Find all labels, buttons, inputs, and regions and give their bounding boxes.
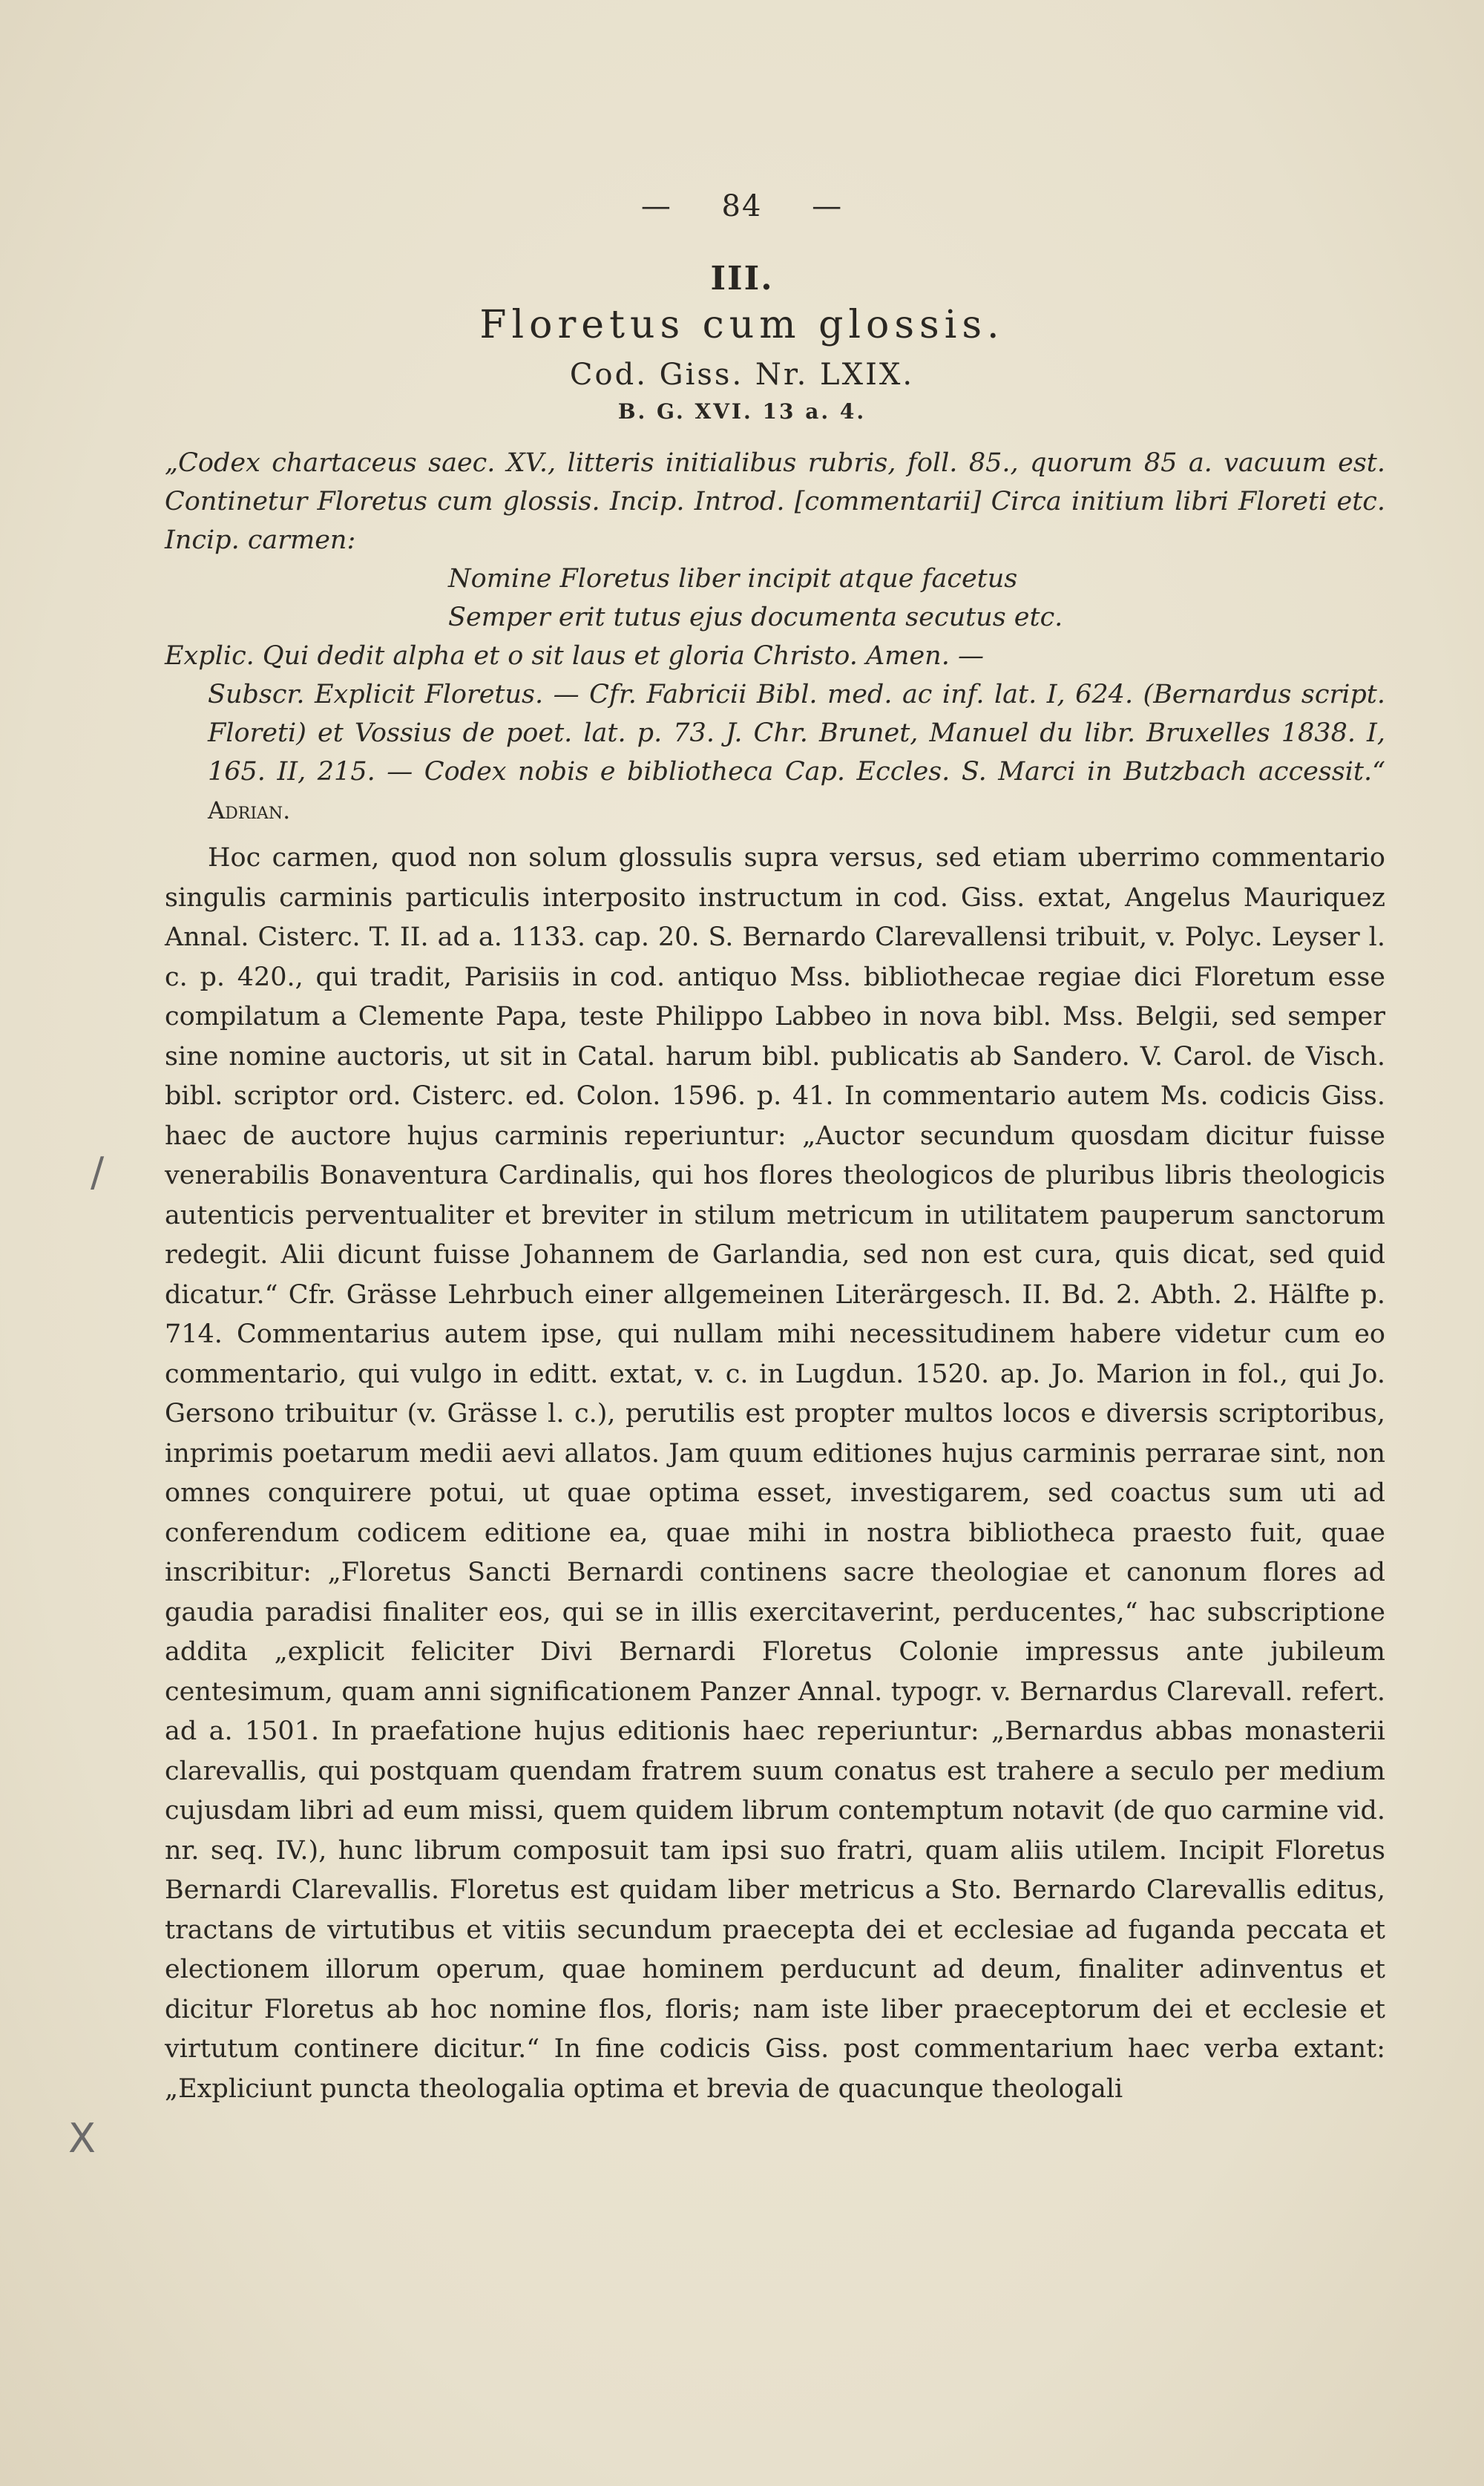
signature: Adrian. [208,796,291,824]
subscription-text [165,675,1385,830]
verse-line-2: Semper erit tutus ejus documenta secutus etc. [448,603,1063,632]
margin-mark-x: X [68,2115,96,2162]
subscription-body: Subscr. Explicit Floretus. — Cfr. Fabricii Bibl. med. ac inf. lat. I, 624. (Bernardus script. Floreti) et Vossius de poet. lat. p. 73. J. Chr. Brunet, Manuel du libr. Bruxelles 1838. I, 165. II, 215. — Codex nobis e bibliotheca Cap. Eccles. S. Marci in Butzbach accessit.“ [208,680,1385,787]
body-text [165,839,1385,2109]
codex-label: Cod. Giss. Nr. LXIX. [569,358,915,392]
body-paragraph: Hoc carmen, quod non solum glossulis supra versus, sed etiam uberrimo commentario singulis carminis particulis interposito instructum in cod. Giss. extat, Angelus Mauriquez Annal. Cisterc. T. II. ad a. 1133. cap. 20. S. Bernardo Clarevallensi tribuit, v. Polyc. Leyser l. c. p. 420., qui tradit, Parisiis in cod. antiquo Mss. bibliothecae regiae dici Floretum esse compilatum a Clemente Papa, teste Philippo Labbeo in nova bibl. Mss. Belgii, sed semper sine nomine auctoris, ut sit in Catal. harum bibl. publicatis ab Sandero. V. Carol. de Visch. bibl. scriptor ord. Cisterc. ed. Colon. 1596. p. 41. In commentario autem Ms. codicis Giss. haec de auctore hujus carminis reperiuntur: „Auctor secundum quosdam dicitur fuisse venerabilis Bonaventura Cardinalis, qui hos flores theologicos de pluribus libris theologicis autenticis perventualiter et breviter in stilum metricum in utilitatem pauperum sanctorum redegit. Alii dicunt fuisse Johannem de Garlandia, sed non est cura, quis dicat, sed quid dicatur.“ Cfr. Grässe Lehrbuch einer allgemeinen Literärgesch. II. Bd. 2. Abth. 2. Hälfte p. 714. Commentarius autem ipse, qui nullam mihi necessitudinem habere videtur cum eo commentario, qui vulgo in editt. extat, v. c. in Lugdun. 1520. ap. Jo. Marion in fol., qui Jo. Gersono tribuitur (v. Grässe l. c.), perutilis est propter multos locos e diversis scriptoribus, inprimis poetarum medii aevi allatos. Jam quum editiones hujus carminis perrarae sint, non omnes conquirere potui, ut quae optima esset, investigarem, sed coactus sum uti ad conferendum codicem editione ea, quae mihi in nostra bibliotheca praesto fuit, quae inscribitur: „Floretus Sancti Bernardi continens sacre theologiae et canonum flores ad gaudia paradisi finaliter eos, qui se in illis exercitaverint, perducentes,“ hac subscriptione addita „explicit feliciter Divi Bernardi Floretus Colonie impressus ante jubileum centesimum, quam anni significationem Panzer Annal. typogr. v. Bernardus Clarevall. refert. ad a. 1501. In praefatione hujus editionis haec reperiuntur: „Bernardus abbas monasterii clarevallis, qui postquam quendam fratrem suum conatus est trahere a seculo per medium cujusdam libri ad eum missi, quem quidem librum contemptum notavit (de quo carmine vid. nr. seq. IV.), hunc librum composuit tam ipsi suo fratri, quam aliis utilem. Incipit Floretus Bernardi Clarevallis. Floretus est quidam liber metricus a Sto. Bernardo Clarevallis editus, tractans de virtutibus et vitiis secundum praecepta dei et ecclesiae ad fuganda peccata et electionem illorum operum, quae hominem perducunt ad deum, finaliter adinventus et dicitur Floretus ab hoc nomine flos, floris; nam iste liber praeceptorum dei et ecclesie et virtutum continere dicitur.“ In fine codicis Giss. post commentarium haec verba extant: „Expliciunt puncta theologalia optima et brevia de quacunque theologali [165,843,1385,2104]
section-numeral: III. [710,260,774,298]
description-intro: „Codex chartaceus saec. XV., litteris initialibus rubris, foll. 85., quorum 85 a. vacuum est. Continetur Floretus cum glossis. Incip. Introd. [commentarii] Circa initium libri Floreti etc. Incip. carmen: [165,448,1385,555]
margin-mark-slash: / [91,1149,105,1196]
shelfmark: B. G. XVI. 13 a. 4. [617,399,867,424]
explicit-line: Explic. Qui dedit alpha et o sit laus et gloria Christo. Amen. — [165,641,984,671]
running-header [0,189,1484,223]
header-dash-left: — [640,189,672,223]
codex-description [165,444,1385,830]
verse-line-1: Nomine Floretus liber incipit atque facetus [448,564,1018,594]
section-title: Floretus cum glossis. [479,303,1005,347]
page-number: 84 [721,189,763,223]
header-dash-right: — [812,189,844,223]
